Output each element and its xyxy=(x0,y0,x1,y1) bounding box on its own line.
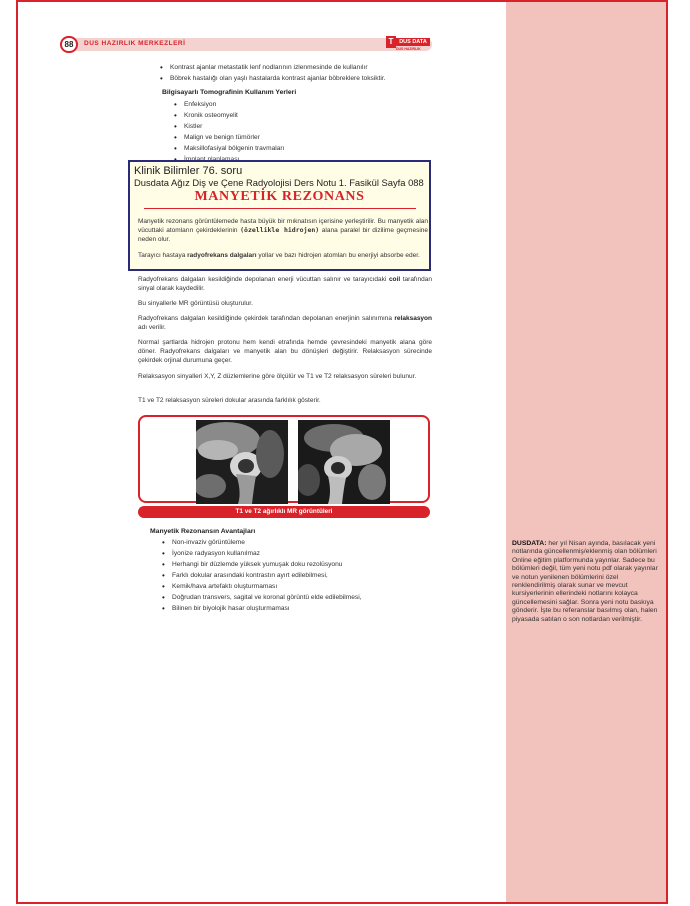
list-item: • Maksillofasiyal bölgenin travmaları xyxy=(174,145,284,156)
side-panel xyxy=(506,2,666,902)
list-item: • Enfeksiyon xyxy=(174,101,284,112)
list-item: • Kontrast ajanlar metastatik lenf nodlarının izlenmesinde de kullanılır xyxy=(160,64,386,75)
t1-mri-image xyxy=(196,420,288,504)
list-item: • Bilinen bir biyolojik hasar oluşturmaması xyxy=(162,605,362,616)
list-item: • Herhangi bir düzlemde yüksek yumuşak doku rezolüsyonu xyxy=(162,561,362,572)
list-item: • Böbrek hastalığı olan yaşlı hastalarda kontrast ajanlar böbreklere toksiktir. xyxy=(160,75,386,86)
logo-text: DUS DATA xyxy=(396,38,430,46)
mr-paragraph-3: Radyofrekans dalgaları kesildiğinde depolanan enerji vücuttan salınır ve tarayıcıdaki coil tarafından sinyal olarak kaydedilir. xyxy=(138,276,432,292)
reference-source: Dusdata Ağız Diş ve Çene Radyolojisi Ders Notu 1. Fasikül Sayfa 088 xyxy=(134,177,424,188)
logo-sub: DUS HAZIRLIK xyxy=(396,47,421,51)
list-item: • İyonize radyasyon kullanılmaz xyxy=(162,550,362,561)
mr-paragraph-6: Normal şartlarda hidrojen protonu hem kendi etrafında hemde çevresindeki manyetik alana göre döner. Radyofrekans dalgaları ve manyetik alan bu dönüşleri değiştirir. Relaksasyon sürecinde çekirdek orjinal durumuna geçer. xyxy=(138,339,432,364)
dusdata-logo xyxy=(386,34,430,54)
figure-caption: T1 ve T2 ağırlıklı MR görüntüleri xyxy=(138,506,430,518)
intro-bullet-list xyxy=(160,64,386,86)
header-title: DUS HAZIRLIK MERKEZLERİ xyxy=(84,40,186,47)
side-note xyxy=(512,540,662,624)
list-item: • Non-invaziv görüntüleme xyxy=(162,539,362,550)
mr-paragraph-5: Radyofrekans dalgaları kesildiğinde çekirdek tarafından depolanan enerjinin salınımına relaksasyon adı verilir. xyxy=(138,315,432,331)
title-divider xyxy=(144,208,416,209)
list-item: • Doğrudan transvers, sagital ve koronal görüntü elde edilebilmesi, xyxy=(162,594,362,605)
side-note-label: DUSDATA: xyxy=(512,540,547,547)
side-note-text: her yıl Nisan ayında, basılacak yeni notlarında güncellenmiş/eklenmiş olan bölümleri Online eğitim platformunda yayınlar. Sadece bu bölümleri değil, tüm yeni notu pdf olarak yayınlar ve notun yenilenen bölümlerini özel renklendirilmiş olarak sunar ve mevcut kursiyerlerinin ellerindeki notlarını kolayca güncellemesini sağlar. Sonra yeni notu baskıya gönderir. İşte bu referanslar basılmış olan, halen piyasada satılan o son notlardan verilmiştir. xyxy=(512,540,658,623)
reference-question: Klinik Bilimler 76. soru xyxy=(134,165,243,177)
logo-letter: T xyxy=(386,36,396,48)
mr-paragraph-1: Manyetik rezonans görüntülemede hasta büyük bir mıknatısın içerisine yerleştirilir. Bu manyetik alan vücuttaki atomların çekirdeklerinin (özellikle hidrojen) alana paralel bir dizilime geçmesine neden olur. xyxy=(138,218,428,243)
advantages-heading: Manyetik Rezonansın Avantajları xyxy=(150,528,256,535)
t2-mri-image xyxy=(298,420,390,504)
mri-figure xyxy=(138,415,430,503)
reference-overlay xyxy=(128,160,431,271)
mr-paragraph-4: Bu sinyallerle MR görüntüsü oluşturulur. xyxy=(138,300,253,307)
mr-paragraph-7: Relaksasyon sinyalleri X,Y, Z düzlemlerine göre ölçülür ve T1 ve T2 relaksasyon süreleri bulunur. xyxy=(138,373,417,380)
bt-list xyxy=(174,101,284,167)
bt-heading: Bilgisayarlı Tomografinin Kullanım Yerleri xyxy=(162,89,297,96)
list-item: • Malign ve benign tümörler xyxy=(174,134,284,145)
list-item: • Kemik/hava artefaktı oluşturmaması xyxy=(162,583,362,594)
page-number: 88 xyxy=(60,36,78,53)
mr-paragraph-2: Tarayıcı hastaya radyofrekans dalgaları yollar ve bazı hidrojen atomları bu enerjiyi absorbe eder. xyxy=(138,252,420,259)
mr-paragraph-8: T1 ve T2 relaksasyon süreleri dokular arasında farklılık gösterir. xyxy=(138,397,321,404)
advantages-list xyxy=(162,539,362,616)
list-item: • Kronik osteomyelit xyxy=(174,112,284,123)
list-item: • Kistler xyxy=(174,123,284,134)
list-item: • Farklı dokular arasındaki kontrastın ayırt edilebilmesi, xyxy=(162,572,362,583)
section-title: MANYETİK REZONANS xyxy=(194,189,365,204)
